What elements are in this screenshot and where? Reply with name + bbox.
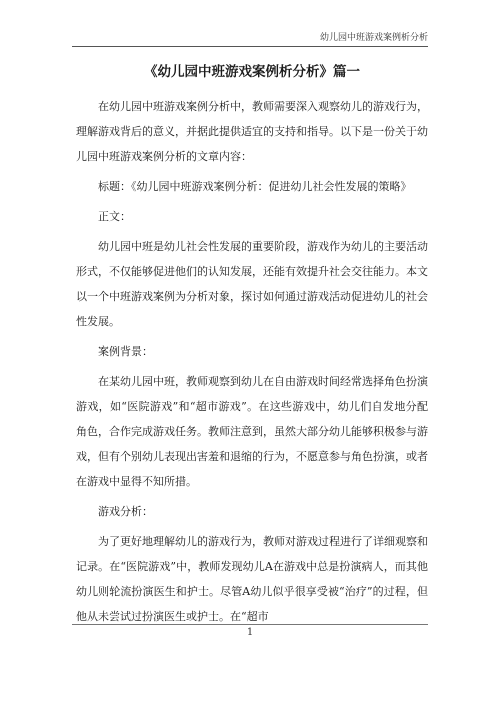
paragraph-article-title: 标题：《幼儿园中班游戏案例分析：促进幼儿社会性发展的策略》 [98,180,412,193]
paragraph-background-label: 案例背景： [98,345,153,358]
paragraph-analysis: 为了更好地理解幼儿的游戏行为，教师对游戏过程进行了详细观察和记录。在“医院游戏”中，教师发现幼儿A在游戏中总是扮演病人，而其他幼儿则轮流扮演医生和护士。尽管A幼儿似乎很享受被“治疗”的过程，但他从未尝试过扮演医生或护士。在“超市 [76,535,428,623]
paragraph-body-label: 正文： [98,210,131,223]
paragraph-overview: 幼儿园中班是幼儿社会性发展的重要阶段，游戏作为幼儿的主要活动形式，不仅能够促进他们的认知发展，还能有效提升社会交往能力。本文以一个中班游戏案例为分析对象，探讨如何通过游戏活动促进幼儿的社会性发展。 [76,240,428,328]
document-body [76,62,428,634]
paragraph-intro: 在幼儿园中班游戏案例分析中，教师需要深入观察幼儿的游戏行为，理解游戏背后的意义，并据此提供适宜的支持和指导。以下是一份关于幼儿园中班游戏案例分析的文章内容： [76,100,428,163]
page-number: 1 [246,627,254,638]
running-header: 幼儿园中班游戏案例析分析 [72,32,428,47]
document-title: 《幼儿园中班游戏案例析分析》篇一 [144,64,360,80]
footer-divider [72,624,428,625]
paragraph-analysis-label: 游戏分析： [98,505,153,518]
paragraph-background: 在某幼儿园中班，教师观察到幼儿在自由游戏时间经常选择角色扮演游戏，如“医院游戏”和“超市游戏”。在这些游戏中，幼儿们自发地分配角色，合作完成游戏任务。教师注意到，虽然大部分幼儿能够积极参与游戏，但有个别幼儿表现出害羞和退缩的行为，不愿意参与角色扮演，或者在游戏中显得不知所措。 [76,375,428,488]
